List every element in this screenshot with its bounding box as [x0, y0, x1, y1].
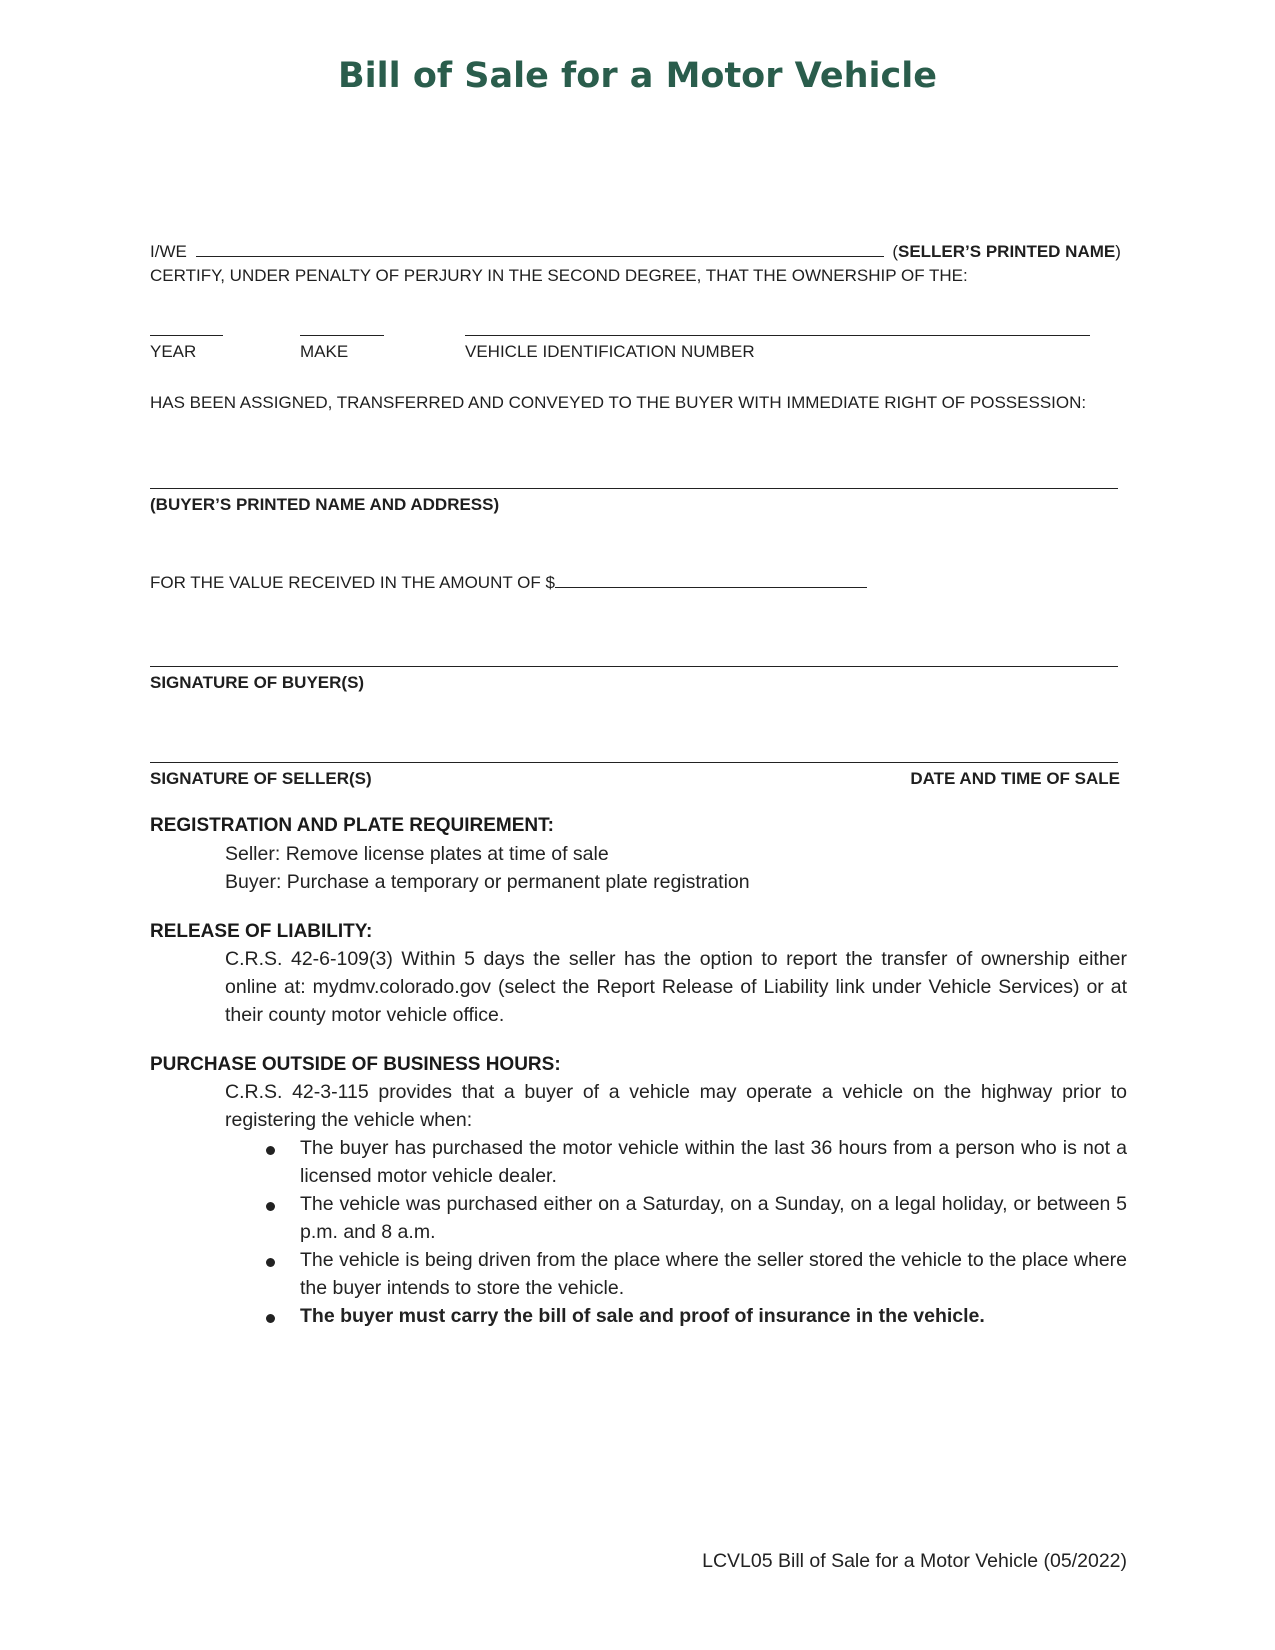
purchase-bullet-4: The buyer must carry the bill of sale and proof of insurance in the vehicle.: [300, 1305, 985, 1327]
registration-buyer-line: Buyer: Purchase a temporary or permanent plate registration: [225, 871, 750, 893]
seller-name-field[interactable]: [196, 240, 884, 257]
purchase-bullet-1: The buyer has purchased the motor vehicle within the last 36 hours from a person who is not a licensed motor vehicle dealer.: [300, 1137, 1127, 1187]
document-title: Bill of Sale for a Motor Vehicle: [338, 56, 937, 96]
vin-label: VEHICLE IDENTIFICATION NUMBER: [465, 342, 755, 361]
value-row: [150, 571, 867, 593]
purchase-intro: C.R.S. 42-3-115 provides that a buyer of a vehicle may operate a vehicle on the highway prior to registering the vehicle when:: [225, 1081, 1127, 1131]
date-time-label: DATE AND TIME OF SALE: [910, 769, 1120, 788]
release-heading: RELEASE OF LIABILITY:: [150, 921, 373, 942]
bullet-icon: [266, 1258, 275, 1267]
certify-text: CERTIFY, UNDER PENALTY OF PERJURY IN THE SECOND DEGREE, THAT THE OWNERSHIP OF THE:: [150, 266, 968, 285]
make-field[interactable]: [300, 335, 384, 336]
purchase-bullet-3: The vehicle is being driven from the place where the seller stored the vehicle to the place where the buyer intends to store the vehicle.: [300, 1249, 1127, 1299]
bullet-icon: [266, 1202, 275, 1211]
assigned-text: HAS BEEN ASSIGNED, TRANSFERRED AND CONVEYED TO THE BUYER WITH IMMEDIATE RIGHT OF POSSESSION:: [150, 393, 1087, 412]
bullet-icon: [266, 1314, 275, 1323]
buyer-signature-field[interactable]: [150, 666, 1118, 667]
seller-signature-label: SIGNATURE OF SELLER(S): [150, 769, 372, 788]
seller-label: SELLER’S PRINTED NAME: [897, 242, 1116, 261]
purchase-bullet-2: The vehicle was purchased either on a Saturday, on a Sunday, on a legal holiday, or between 5 p.m. and 8 a.m.: [300, 1193, 1127, 1243]
release-text: C.R.S. 42-6-109(3) Within 5 days the seller has the option to report the transfer of ownership either online at: mydmv.colorado.gov (select the Report Release of Liability link under Vehicle Services) or at their county motor vehicle office.: [225, 948, 1127, 1026]
year-field[interactable]: [150, 335, 223, 336]
make-label: MAKE: [300, 342, 349, 361]
seller-label-close: ): [1115, 242, 1121, 261]
amount-field[interactable]: [555, 571, 867, 588]
registration-seller-line: Seller: Remove license plates at time of sale: [225, 843, 609, 865]
purchase-heading: PURCHASE OUTSIDE OF BUSINESS HOURS:: [150, 1054, 561, 1075]
buyer-name-address-field[interactable]: [150, 488, 1118, 489]
bullet-icon: [266, 1146, 275, 1155]
seller-label-open: (: [892, 242, 898, 261]
year-label: YEAR: [150, 342, 197, 361]
seller-name-row: [150, 240, 1121, 262]
form-footer: LCVL05 Bill of Sale for a Motor Vehicle (05/2022): [702, 1550, 1127, 1572]
registration-heading: REGISTRATION AND PLATE REQUIREMENT:: [150, 815, 554, 836]
seller-prefix: I/WE: [150, 242, 187, 261]
buyer-name-address-label: (BUYER’S PRINTED NAME AND ADDRESS): [150, 495, 500, 514]
value-text: FOR THE VALUE RECEIVED IN THE AMOUNT OF $: [150, 573, 555, 592]
seller-signature-field[interactable]: [150, 762, 1118, 763]
vin-field[interactable]: [465, 335, 1090, 336]
buyer-signature-label: SIGNATURE OF BUYER(S): [150, 673, 365, 692]
